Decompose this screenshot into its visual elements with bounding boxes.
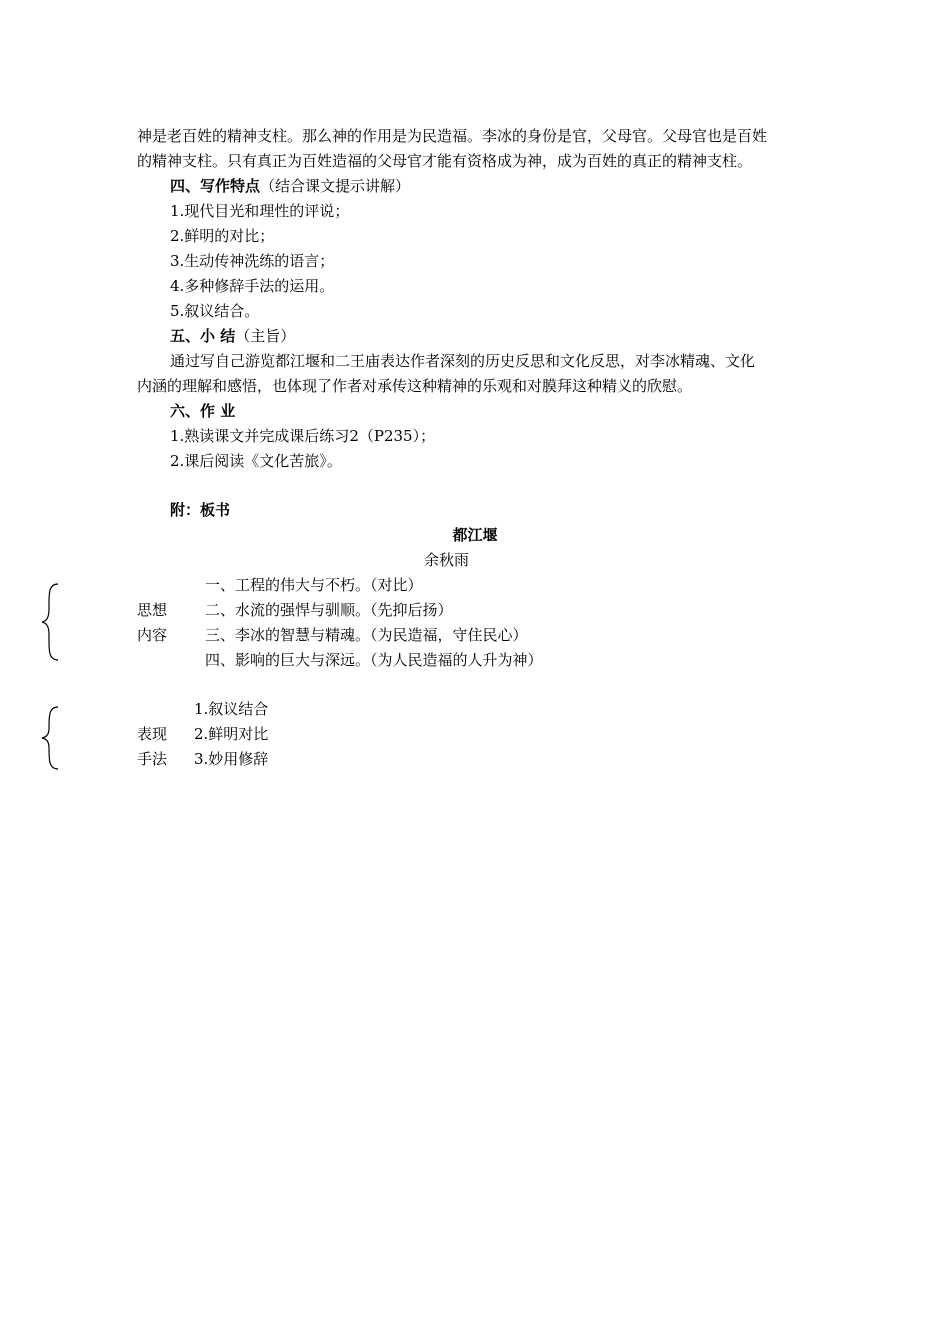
list-item: 1.熟读课文并完成课后练习2（P235）；	[170, 427, 436, 445]
section-heading-writing-features	[170, 176, 410, 196]
board-method-label: 手法	[137, 750, 168, 768]
paragraph-line: 的精神支柱。只有真正为百姓造福的父母官才能有资格成为神，成为百姓的真正的精神支柱。	[137, 152, 753, 170]
left-brace-icon	[40, 706, 62, 770]
list-item: 2.鲜明的对比；	[170, 227, 275, 245]
list-item: 5.叙议结合。	[170, 302, 260, 320]
list-item: 1.现代目光和理性的评说；	[170, 202, 350, 220]
section-note: （结合课文提示讲解）	[260, 177, 411, 195]
section-note: （主旨）	[235, 327, 296, 345]
board-method-label: 表现	[137, 725, 168, 743]
board-method-item: 2.鲜明对比	[194, 725, 269, 743]
board-content-item: 二、水流的强悍与驯顺。（先抑后扬）	[205, 601, 453, 619]
section-heading-homework: 六、作 业	[170, 402, 236, 420]
list-item: 3.生动传神洗练的语言；	[170, 252, 335, 270]
board-method-item: 3.妙用修辞	[194, 750, 269, 768]
paragraph-line: 通过写自己游览都江堰和二王庙表达作者深刻的历史反思和文化反思，对李冰精魂、文化	[170, 352, 756, 370]
board-content-label: 内容	[137, 626, 168, 644]
board-author: 余秋雨	[424, 551, 470, 569]
section-title: 四、写作特点	[170, 177, 261, 195]
paragraph-line: 神是老百姓的精神支柱。那么神的作用是为民造福。李冰的身份是官，父母官。父母官也是百姓	[137, 127, 768, 145]
board-method-item: 1.叙议结合	[194, 700, 269, 718]
list-item: 2.课后阅读《文化苦旅》。	[170, 452, 342, 470]
board-content-label: 思想	[137, 601, 168, 619]
section-heading-summary	[170, 326, 295, 346]
board-title: 都江堰	[452, 526, 498, 544]
board-heading: 附：板书	[170, 501, 231, 519]
list-item: 4.多种修辞手法的运用。	[170, 277, 335, 295]
paragraph-line: 内涵的理解和感悟，也体现了作者对承传这种精神的乐观和对膜拜这种精义的欣慰。	[137, 377, 693, 395]
board-content-item: 三、李冰的智慧与精魂。（为民造福，守住民心）	[205, 626, 528, 644]
section-title: 五、小 结	[170, 327, 236, 345]
board-content-item: 一、工程的伟大与不朽。（对比）	[205, 576, 423, 594]
board-content-item: 四、影响的巨大与深远。（为人民造福的人升为神）	[205, 651, 543, 669]
left-brace-icon	[40, 583, 62, 661]
